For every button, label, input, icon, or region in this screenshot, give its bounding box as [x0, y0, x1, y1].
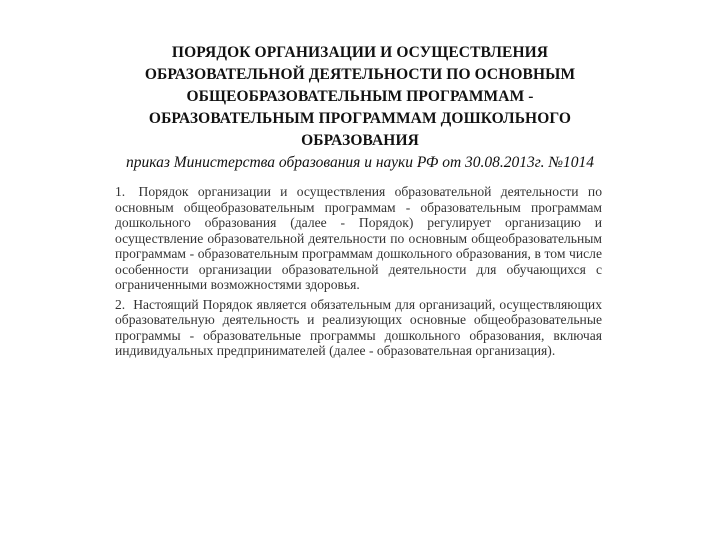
title-line-1: ПОРЯДОК ОРГАНИЗАЦИИ И ОСУЩЕСТВЛЕНИЯ [171, 44, 549, 61]
title-line-4: ОБРАЗОВАТЕЛЬНЫМ ПРОГРАММАМ ДОШКОЛЬНОГО [148, 110, 572, 127]
paragraph-2-number: 2. [115, 296, 126, 312]
paragraph-1-number: 1. [115, 184, 126, 199]
document-title [90, 42, 630, 152]
title-line-5: ОБРАЗОВАНИЯ [301, 132, 419, 149]
paragraph-1 [115, 184, 602, 293]
paragraph-2-text: Настоящий Порядок является обязательным для организаций, осуществляющих образовательную деятельность и реализующих основные общеобразовательные программы - образовательные программы дошкольного образования, включая индивидуальных предпринимателей (далее - образовательная организация). [115, 296, 602, 358]
paragraph-1-text: Порядок организации и осуществления образовательной деятельности по основным общеобразовательным программам - образовательным программам дошкольного образования (далее - Порядок) регулирует организацию и осуществление образовательной деятельности по основным общеобразовательным программам - образовательным программам дошкольного образования, в том числе особенности организации образовательной деятельности для обучающихся с ограниченными возможностями здоровья. [115, 184, 602, 292]
paragraph-2 [115, 297, 602, 359]
title-line-3: ОБЩЕОБРАЗОВАТЕЛЬНЫМ ПРОГРАММАМ - [186, 88, 534, 105]
document-body [115, 184, 602, 363]
document-subtitle: приказ Министерства образования и науки РФ от 30.08.2013г. №1014 [125, 154, 595, 171]
title-line-2: ОБРАЗОВАТЕЛЬНОЙ ДЕЯТЕЛЬНОСТИ ПО ОСНОВНЫМ [144, 66, 576, 83]
